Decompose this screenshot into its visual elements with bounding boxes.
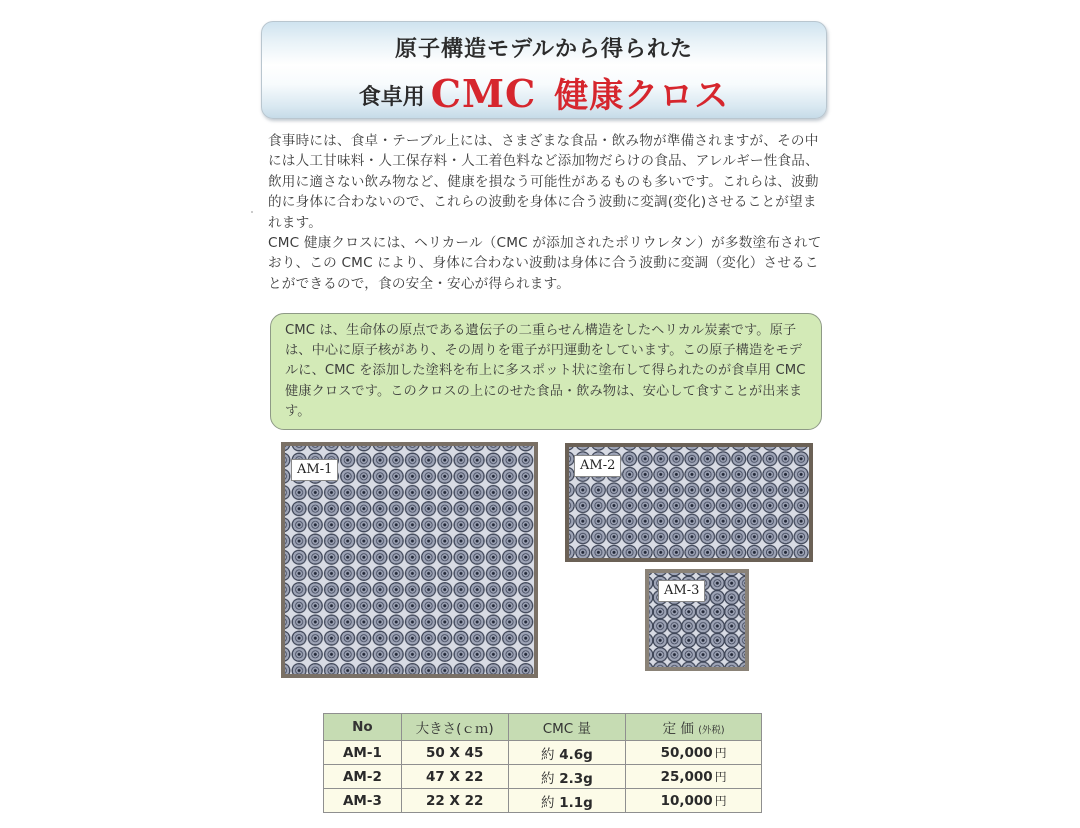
cell-no: AM-2: [324, 765, 402, 789]
header-no: No: [324, 714, 402, 741]
header-cmc: CMC 量: [508, 714, 626, 741]
approx-label: 約: [540, 770, 555, 787]
photo-label-am2: AM-2: [574, 455, 621, 477]
title-heading: [262, 68, 826, 117]
info-box-text: CMC は、生命体の原点である遺伝子の二重らせん構造をしたヘリカル炭素です。原子は、中心に原子核があり、その周りを電子が円運動をしています。この原子構造をモデルに、CMC を添加した塗料を布上に多スポット状に塗布して得られたのが食卓用 CMC 健康クロスです。このクロスの上にのせた食品・飲み物は、安心して食すことが出来ます。: [285, 323, 806, 419]
cell-cmc: [508, 789, 626, 813]
header-size: 大きさ(ｃｍ): [401, 714, 508, 741]
approx-label: 約: [540, 794, 555, 811]
cell-no: AM-3: [324, 789, 402, 813]
cell-price: [626, 765, 762, 789]
photo-label-am3: AM-3: [658, 580, 705, 602]
price-value: 10,000: [660, 793, 713, 809]
cell-price: [626, 741, 762, 765]
table-row: [324, 741, 762, 765]
table-row: [324, 765, 762, 789]
cmc-value: 4.6g: [559, 746, 593, 763]
cell-no: AM-1: [324, 741, 402, 765]
cell-price: [626, 789, 762, 813]
price-value: 50,000: [660, 745, 713, 761]
product-photo-am2: [565, 443, 813, 562]
cmc-value: 2.3g: [559, 770, 593, 787]
info-box: [270, 313, 822, 430]
cell-size: 47 X 22: [401, 765, 508, 789]
cell-size: 22 X 22: [401, 789, 508, 813]
table-header-row: [324, 714, 762, 741]
price-value: 25,000: [660, 769, 713, 785]
header-price-note: (外税): [698, 725, 725, 736]
product-photo-am3: [645, 569, 749, 671]
title-subheading: 原子構造モデルから得られた: [395, 36, 693, 62]
title-prefix: 食卓用: [358, 84, 425, 110]
price-unit: 円: [714, 746, 727, 760]
scan-artifact: [251, 211, 253, 213]
price-unit: 円: [714, 794, 727, 808]
cmc-value: 1.1g: [559, 794, 593, 811]
header-price: [626, 714, 762, 741]
table-row: [324, 789, 762, 813]
price-table: [323, 713, 762, 813]
title-banner: [261, 21, 827, 119]
cell-size: 50 X 45: [401, 741, 508, 765]
approx-label: 約: [540, 746, 555, 763]
price-unit: 円: [714, 770, 727, 784]
title-product: 健康クロス: [554, 76, 730, 116]
photo-label-am1: AM-1: [291, 459, 338, 481]
intro-paragraph-1: 食事時には、食卓・テーブル上には、さまざまな食品・飲み物が準備されますが、その中には人工甘味料・人工保存料・人工着色料など添加物だらけの食品、アレルギー性食品、飲用に適さない飲み物など、健康を損なう可能性があるものも多いです。これらは、波動的に身体に合わないので、これらの波動を身体に合う波動に変調(変化)させることが望まれます。: [268, 133, 819, 231]
cell-cmc: [508, 741, 626, 765]
product-photo-am1: [281, 442, 538, 678]
header-price-label: 定 価: [662, 721, 694, 737]
cell-cmc: [508, 765, 626, 789]
title-brand: CMC: [430, 71, 537, 116]
intro-text: [268, 131, 828, 294]
intro-paragraph-2: CMC 健康クロスには、ヘリカール（CMC が添加されたポリウレタン）が多数塗布されており、この CMC により、身体に合わない波動は身体に合う波動に変調（変化）させることができるので，食の安全・安心が得られます。: [268, 235, 822, 292]
